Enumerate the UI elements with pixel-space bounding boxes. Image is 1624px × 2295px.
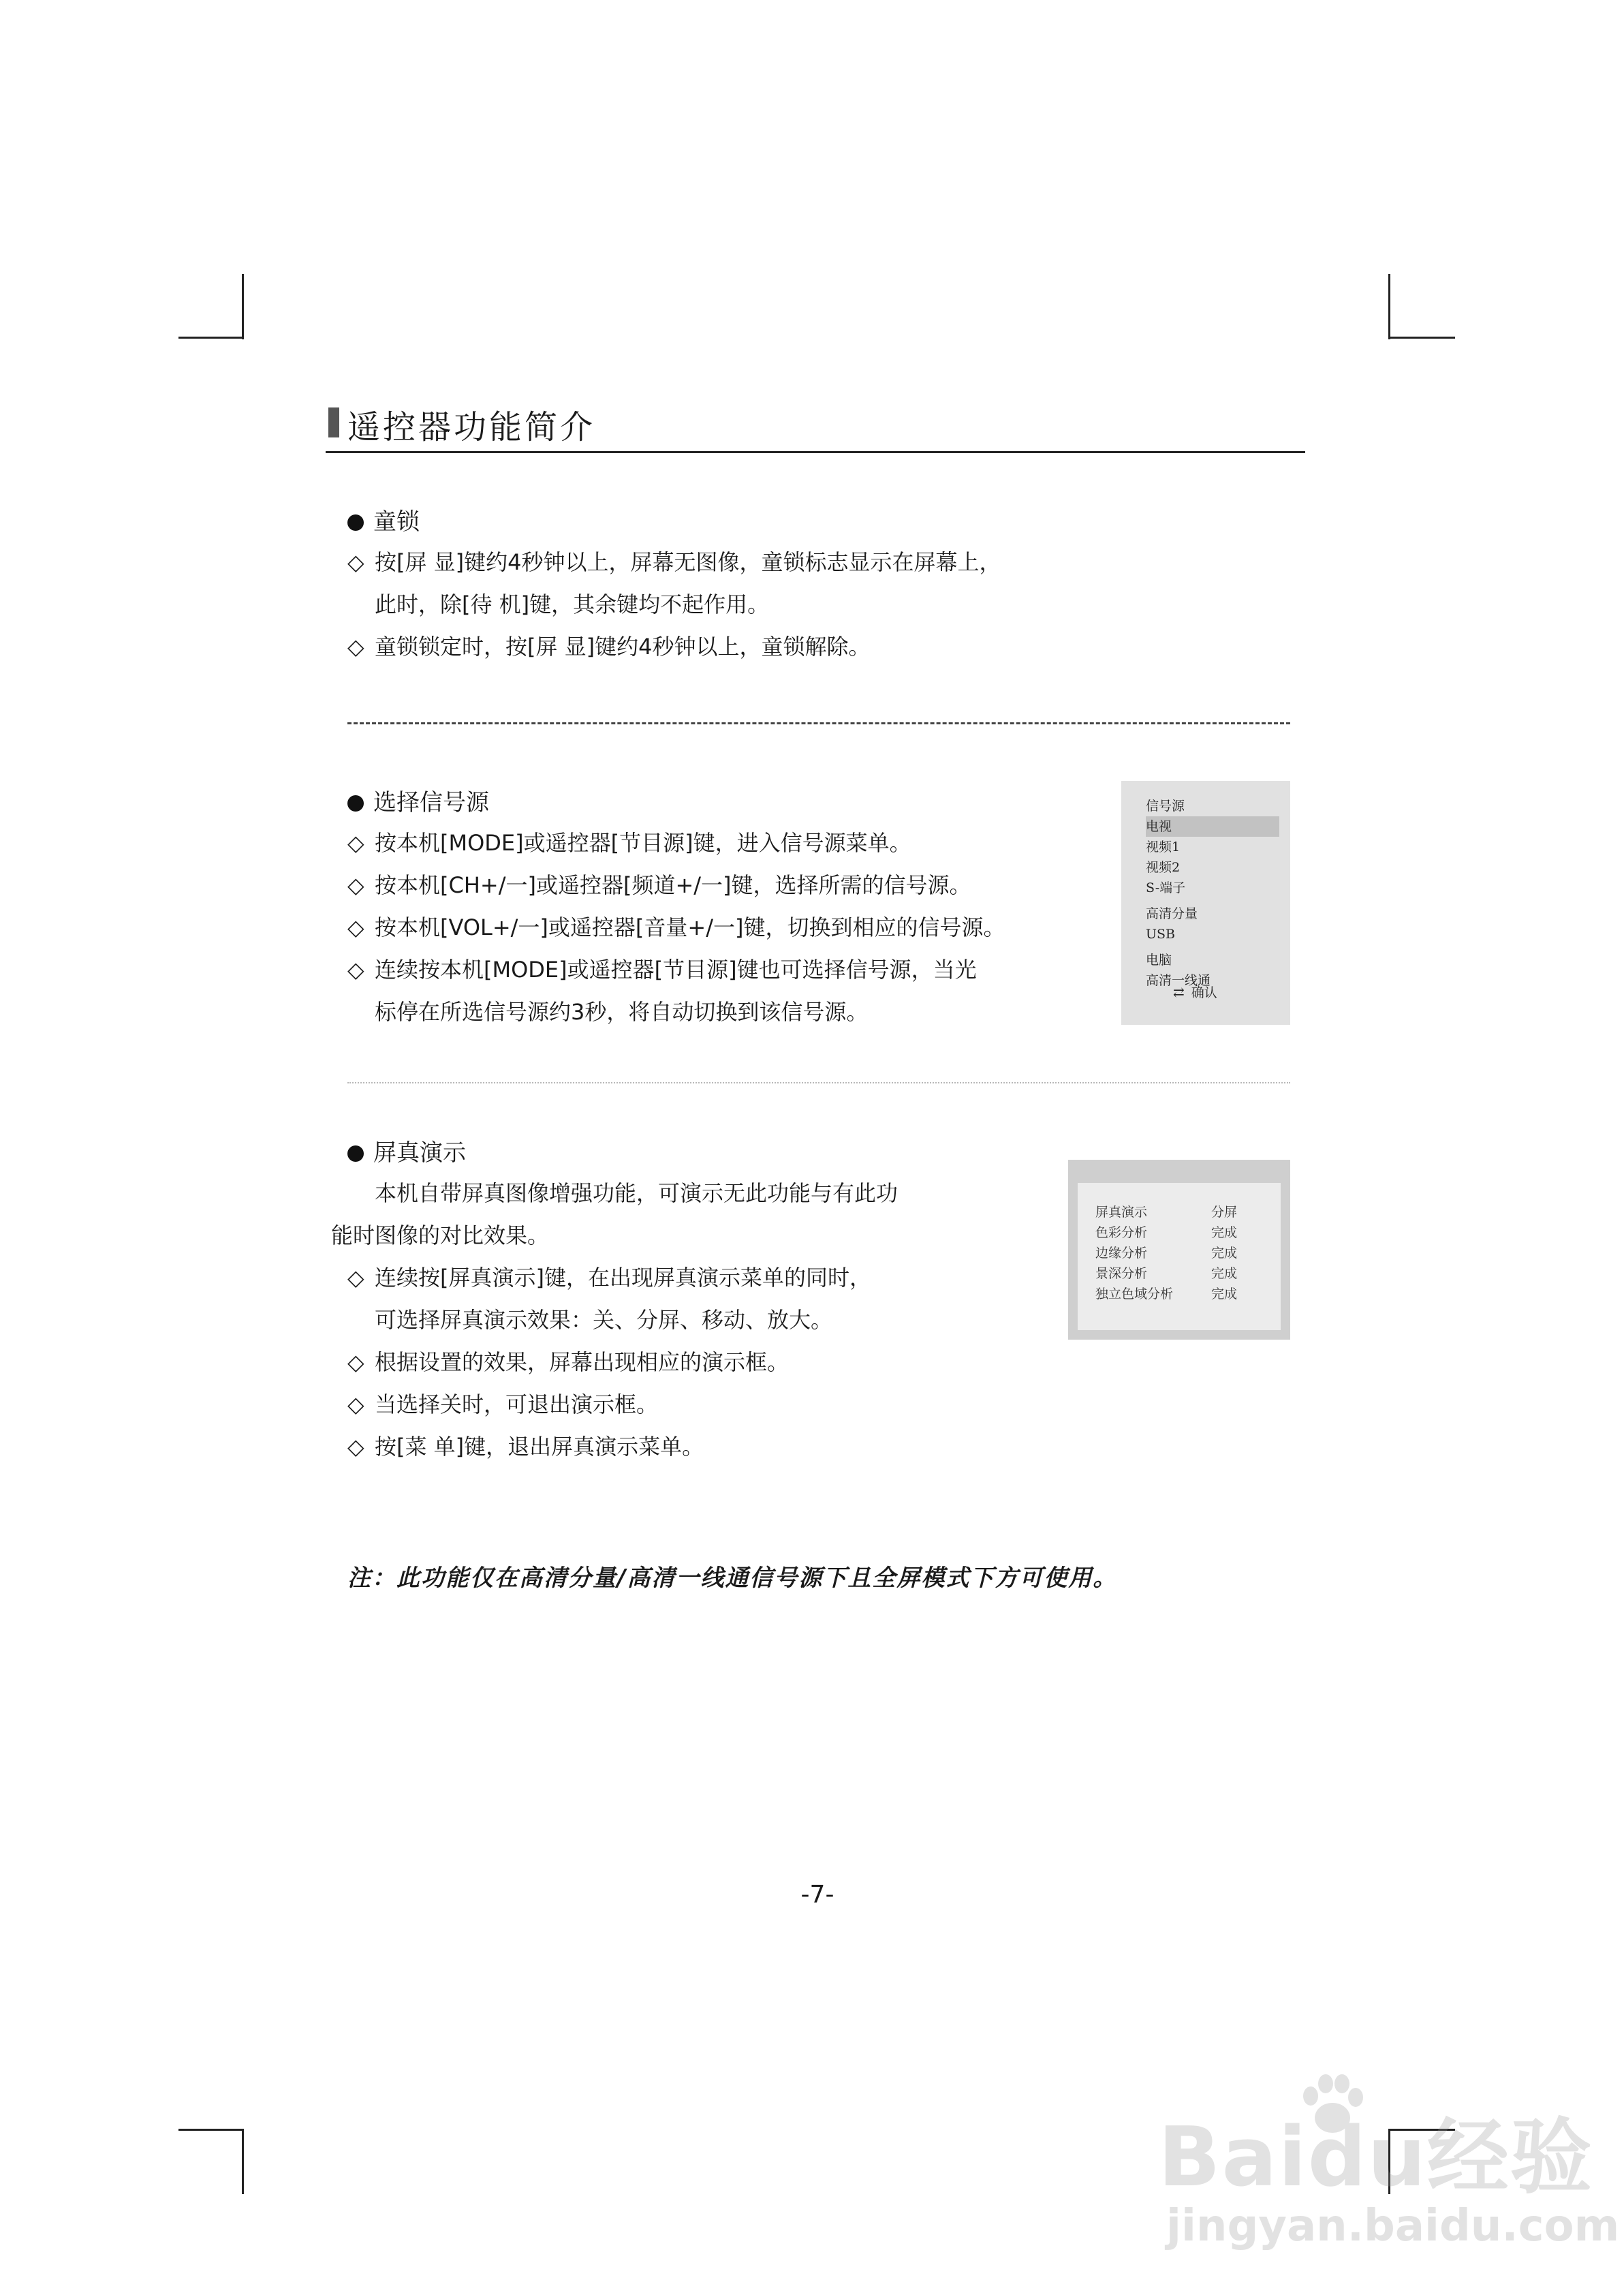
diamond-bullet-icon: ◇	[347, 957, 364, 983]
intro-text: 能时图像的对比效果。	[331, 1222, 550, 1248]
demo-menu-row: 边缘分析 完成	[1095, 1246, 1238, 1261]
watermark-url: jingyan.baidu.com	[1166, 2201, 1620, 2251]
list-item: ◇ 童锁锁定时，按[屏 显]键约4秒钟以上，童锁解除。	[347, 626, 1063, 668]
intro-text: 本机自带屏真图像增强功能，可演示无此功能与有此功	[375, 1180, 899, 1206]
source-menu-illustration	[1121, 781, 1290, 1025]
menu-item-usb: USB	[1146, 927, 1175, 942]
usage-note: 注：此功能仅在高清分量/高清一线通信号源下且全屏模式下方可使用。	[347, 1565, 1118, 1592]
demo-menu-row: 屏真演示 分屏	[1095, 1205, 1238, 1220]
diamond-bullet-icon: ◇	[347, 830, 364, 856]
section-divider	[347, 1082, 1290, 1083]
crop-mark	[1388, 274, 1390, 339]
section-title: 童锁	[347, 503, 1063, 541]
demo-menu-row: 独立色域分析 完成	[1095, 1287, 1238, 1301]
demo-menu-row: 色彩分析 完成	[1095, 1225, 1238, 1240]
section-child-lock	[347, 503, 1063, 668]
demo-menu-row: 景深分析 完成	[1095, 1266, 1238, 1281]
list-item: ◇ 按本机[MODE]或遥控器[节目源]键，进入信号源菜单。	[347, 822, 1063, 864]
crop-mark	[1390, 337, 1455, 339]
section-title: 选择信号源	[347, 784, 1063, 822]
diamond-bullet-icon: ◇	[347, 1391, 364, 1417]
menu-title: 信号源	[1146, 799, 1185, 814]
diamond-bullet-icon: ◇	[347, 1434, 364, 1460]
list-item: ◇ 根据设置的效果，屏幕出现相应的演示框。	[347, 1341, 1063, 1383]
menu-item-tv: 电视	[1146, 816, 1279, 837]
watermark-logo: Baidu经验	[1158, 2110, 1593, 2205]
list-item: ◇ 当选择关时，可退出演示框。	[347, 1383, 1063, 1426]
bullet-dot-icon	[347, 1145, 364, 1162]
list-item: ◇ 连续按本机[MODE]或遥控器[节目源]键也可选择信号源，当光	[347, 949, 1063, 991]
diamond-bullet-icon: ◇	[347, 914, 364, 940]
section-divider	[347, 722, 1290, 724]
menu-item-av1: 视频1	[1146, 840, 1181, 854]
menu-item-pc: 电脑	[1146, 953, 1172, 968]
paw-icon	[1292, 2065, 1373, 2146]
diamond-bullet-icon: ◇	[347, 549, 364, 575]
baidu-watermark	[1158, 2065, 1620, 2269]
list-item-continuation: 标停在所选信号源约3秒，将自动切换到该信号源。	[375, 999, 869, 1025]
bullet-dot-icon	[347, 795, 364, 812]
menu-item-ypbpr: 高清分量	[1146, 906, 1198, 921]
demo-menu-panel	[1078, 1183, 1281, 1330]
crop-mark	[178, 337, 244, 339]
header-rule	[326, 451, 1305, 453]
swap-arrows-icon: ⇄	[1173, 984, 1185, 1000]
menu-list	[1146, 816, 1279, 991]
bullet-dot-icon	[347, 514, 364, 531]
list-item-continuation: 可选择屏真演示效果：关、分屏、移动、放大。	[375, 1307, 833, 1333]
section-source	[347, 784, 1063, 1033]
menu-footer	[1173, 983, 1217, 1001]
list-item: ◇ 连续按[屏真演示]键，在出现屏真演示菜单的同时，	[347, 1257, 1063, 1299]
diamond-bullet-icon: ◇	[347, 634, 364, 660]
page-number: -7-	[800, 1881, 834, 1909]
list-item: ◇ 按本机[CH+/一]或遥控器[频道+/一]键，选择所需的信号源。	[347, 864, 1063, 906]
menu-item-s-video: S-端子	[1146, 880, 1186, 895]
confirm-label: 确认	[1191, 985, 1217, 1000]
demo-menu-illustration	[1068, 1160, 1290, 1340]
crop-mark	[178, 2129, 244, 2131]
diamond-bullet-icon: ◇	[347, 1349, 364, 1375]
menu-item-hdmi: 高清一线通	[1146, 973, 1211, 988]
diamond-bullet-icon: ◇	[347, 1265, 364, 1291]
section-title: 屏真演示	[347, 1134, 1063, 1172]
list-item-continuation: 此时，除[待 机]键，其余键均不起作用。	[375, 591, 770, 617]
crop-mark	[242, 274, 244, 339]
menu-item-av2: 视频2	[1146, 860, 1181, 875]
list-item: ◇ 按[屏 显]键约4秒钟以上，屏幕无图像，童锁标志显示在屏幕上，	[347, 541, 1063, 583]
page-title: 遥控器功能简介	[347, 408, 596, 446]
list-item: ◇ 按本机[VOL+/一]或遥控器[音量+/一]键，切换到相应的信号源。	[347, 906, 1063, 949]
crop-mark	[242, 2129, 244, 2194]
header-bar	[328, 407, 339, 437]
diamond-bullet-icon: ◇	[347, 872, 364, 898]
list-item: ◇ 按[菜 单]键，退出屏真演示菜单。	[347, 1426, 1063, 1468]
section-demo	[331, 1134, 1063, 1468]
